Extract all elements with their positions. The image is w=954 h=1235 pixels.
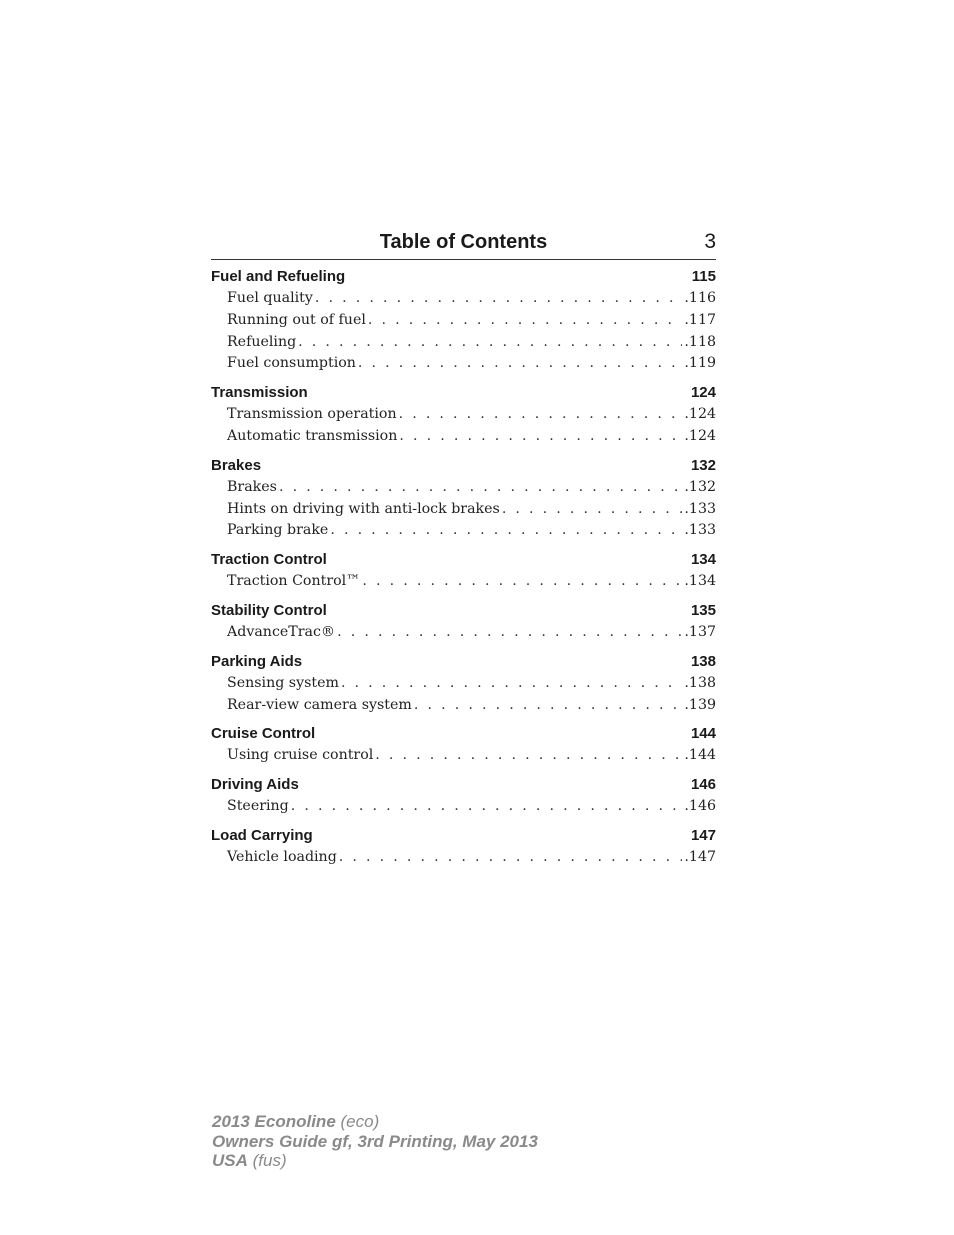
dot-leader <box>375 745 682 767</box>
section-title: Transmission <box>211 384 308 402</box>
entry-page: .137 <box>684 623 716 640</box>
entry-label: Parking brake <box>227 522 329 539</box>
toc-sections <box>211 266 716 869</box>
toc-entry[interactable] <box>211 745 716 767</box>
entry-page: .147 <box>684 848 716 865</box>
entry-label: Brakes <box>227 478 277 495</box>
section-page: 124 <box>690 384 716 402</box>
dot-leader <box>279 477 682 499</box>
section-page: 135 <box>690 601 716 619</box>
toc-section <box>211 651 716 717</box>
section-page: 147 <box>690 826 716 844</box>
toc-entry[interactable] <box>211 310 716 332</box>
entry-page: .134 <box>684 573 716 590</box>
footer <box>212 1112 538 1171</box>
entry-page: .138 <box>684 674 716 691</box>
dot-leader <box>368 310 683 332</box>
entry-page: .124 <box>684 406 716 423</box>
page-number: 3 <box>704 230 716 253</box>
section-heading[interactable] <box>211 774 716 796</box>
toc-section <box>211 549 716 593</box>
entry-label: Refueling <box>227 333 297 350</box>
toc-entry[interactable] <box>211 520 716 542</box>
section-title: Parking Aids <box>211 652 303 670</box>
dot-leader <box>414 695 683 717</box>
entry-label: Vehicle loading <box>227 848 337 865</box>
toc-section <box>211 266 716 375</box>
toc-section <box>211 825 716 869</box>
dot-leader <box>341 673 682 695</box>
toc-header <box>211 229 716 260</box>
entry-label: Steering <box>227 798 289 815</box>
footer-line-3 <box>212 1151 538 1171</box>
entry-label: Using cruise control <box>227 747 374 764</box>
toc-entry[interactable] <box>211 426 716 448</box>
entry-page: .132 <box>684 478 716 495</box>
dot-leader <box>298 332 682 354</box>
entry-label: Fuel quality <box>227 290 313 306</box>
toc-entry[interactable] <box>211 332 716 354</box>
section-heading[interactable] <box>211 549 716 571</box>
entry-page: .133 <box>684 522 716 539</box>
footer-market-code: (fus) <box>252 1151 287 1170</box>
toc-entry[interactable] <box>211 847 716 869</box>
entry-page: .133 <box>684 500 716 517</box>
section-page: 134 <box>690 551 716 569</box>
footer-model-code: (eco) <box>340 1112 380 1131</box>
entry-page: .117 <box>684 311 716 328</box>
footer-market: USA <box>212 1151 248 1170</box>
section-title: Fuel and Refueling <box>211 268 346 285</box>
toc-section <box>211 455 716 542</box>
section-heading[interactable] <box>211 651 716 673</box>
toc-section <box>211 774 716 818</box>
dot-leader <box>399 404 683 426</box>
section-heading[interactable] <box>211 455 716 477</box>
entry-page: .124 <box>684 427 716 444</box>
section-page: 132 <box>690 456 716 474</box>
footer-line-2 <box>212 1132 538 1152</box>
section-title: Cruise Control <box>211 725 316 743</box>
entry-label: Rear-view camera system <box>227 696 412 713</box>
dot-leader <box>362 571 682 593</box>
section-title: Brakes <box>211 456 262 474</box>
entry-page: .139 <box>684 696 716 713</box>
entry-page: .144 <box>684 747 716 764</box>
section-heading[interactable] <box>211 382 716 404</box>
dot-leader <box>358 353 682 375</box>
section-page: 138 <box>690 652 716 670</box>
dot-leader <box>339 847 683 869</box>
section-heading[interactable] <box>211 723 716 745</box>
entry-label: Hints on driving with anti-lock brakes <box>227 500 500 517</box>
footer-model: 2013 Econoline <box>212 1112 336 1131</box>
entry-page: .146 <box>684 798 716 815</box>
toc-entry[interactable] <box>211 404 716 426</box>
section-title: Stability Control <box>211 601 327 619</box>
toc-entry[interactable] <box>211 695 716 717</box>
entry-label: Traction Control™ <box>227 573 361 590</box>
entry-label: AdvanceTrac® <box>227 623 336 640</box>
entry-page: .119 <box>684 355 716 372</box>
section-heading[interactable] <box>211 600 716 622</box>
section-page: 115 <box>691 268 716 285</box>
entry-label: Automatic transmission <box>227 427 398 444</box>
entry-page: .116 <box>684 290 716 306</box>
section-page: 146 <box>690 776 716 794</box>
dot-leader <box>330 520 682 542</box>
table-of-contents <box>211 229 716 876</box>
toc-section <box>211 382 716 448</box>
toc-section <box>211 723 716 767</box>
entry-label: Transmission operation <box>227 406 397 423</box>
section-page: 144 <box>690 725 716 743</box>
section-heading[interactable] <box>211 825 716 847</box>
toc-entry[interactable] <box>211 353 716 375</box>
section-title: Traction Control <box>211 551 327 569</box>
toc-entry[interactable] <box>211 673 716 695</box>
toc-entry[interactable] <box>211 288 716 310</box>
footer-line-1 <box>212 1112 538 1132</box>
entry-label: Sensing system <box>227 674 339 691</box>
section-heading[interactable] <box>211 266 716 288</box>
toc-entry[interactable] <box>211 477 716 499</box>
entry-label: Fuel consumption <box>227 355 356 372</box>
footer-guide-info: Owners Guide gf, 3rd Printing, May 2013 <box>212 1131 538 1151</box>
page-title: Table of Contents <box>379 231 548 253</box>
toc-entry[interactable] <box>211 796 716 818</box>
section-title: Load Carrying <box>211 826 313 844</box>
section-title: Driving Aids <box>211 776 299 794</box>
dot-leader <box>315 288 683 310</box>
dot-leader <box>399 426 682 448</box>
dot-leader <box>502 499 683 521</box>
dot-leader <box>337 622 682 644</box>
toc-section <box>211 600 716 644</box>
toc-entry[interactable] <box>211 571 716 593</box>
toc-entry[interactable] <box>211 499 716 521</box>
entry-page: .118 <box>684 333 716 350</box>
toc-entry[interactable] <box>211 622 716 644</box>
entry-label: Running out of fuel <box>227 311 366 328</box>
dot-leader <box>291 796 683 818</box>
